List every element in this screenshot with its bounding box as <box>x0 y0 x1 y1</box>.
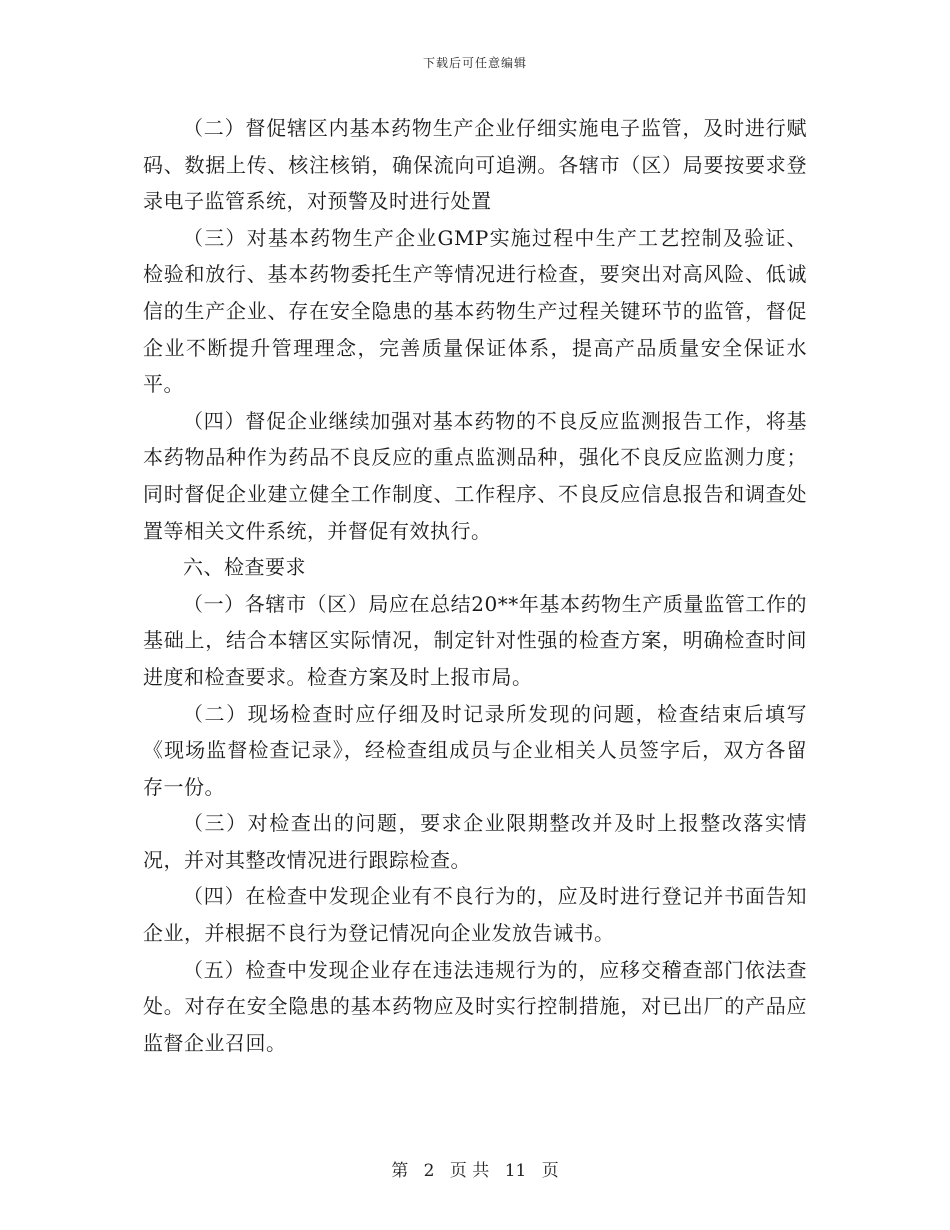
paragraph: （二）督促辖区内基本药物生产企业仔细实施电子监管，及时进行赋码、数据上传、核注核销，确保流向可追溯。各辖市（区）局要按要求登录电子监管系统，对预警及时进行处置 <box>143 116 807 214</box>
page-suffix: 页 <box>541 1161 559 1181</box>
page-prefix: 第 <box>391 1161 409 1181</box>
paragraph: （五）检查中发现企业存在违法违规行为的，应移交稽查部门依法查处。对存在安全隐患的基本药物应及时实行控制措施，对已出厂的产品应监督企业召回。 <box>143 957 807 1055</box>
page-total: 11 <box>504 1161 527 1181</box>
document-body <box>143 110 807 1061</box>
paragraph: （四）在检查中发现企业有不良行为的，应及时进行登记并书面告知企业，并根据不良行为登记情况向企业发放告诫书。 <box>143 884 807 946</box>
page-current: 2 <box>423 1161 435 1181</box>
page-mid: 页 共 <box>449 1161 490 1181</box>
paragraph: （三）对检查出的问题，要求企业限期整改并及时上报整改落实情况，并对其整改情况进行跟踪检查。 <box>143 811 807 872</box>
header-note: 下载后可任意编辑 <box>422 56 527 70</box>
page-number-footer <box>0 1156 950 1181</box>
paragraph: （一）各辖市（区）局应在总结20**年基本药物生产质量监管工作的基础上，结合本辖区实际情况，制定针对性强的检查方案，明确检查时间进度和检查要求。检查方案及时上报市局。 <box>143 591 807 689</box>
paragraph: （四）督促企业继续加强对基本药物的不良反应监测报告工作，将基本药物品种作为药品不良反应的重点监测品种，强化不良反应监测力度；同时督促企业建立健全工作制度、工作程序、不良反应信息报告和调查处置等相关文件系统，并督促有效执行。 <box>143 408 807 543</box>
section-heading: 六、检查要求 <box>183 555 306 580</box>
paragraph: （二）现场检查时应仔细及时记录所发现的问题，检查结束后填写《现场监督检查记录》，经检查组成员与企业相关人员签字后，双方各留存一份。 <box>143 701 807 799</box>
paragraph: （三）对基本药物生产企业GMP实施过程中生产工艺控制及验证、检验和放行、基本药物委托生产等情况进行检查，要突出对高风险、低诚信的生产企业、存在安全隐患的基本药物生产过程关键环节的监管，督促企业不断提升管理理念，完善质量保证体系，提高产品质量安全保证水平。 <box>143 225 807 397</box>
